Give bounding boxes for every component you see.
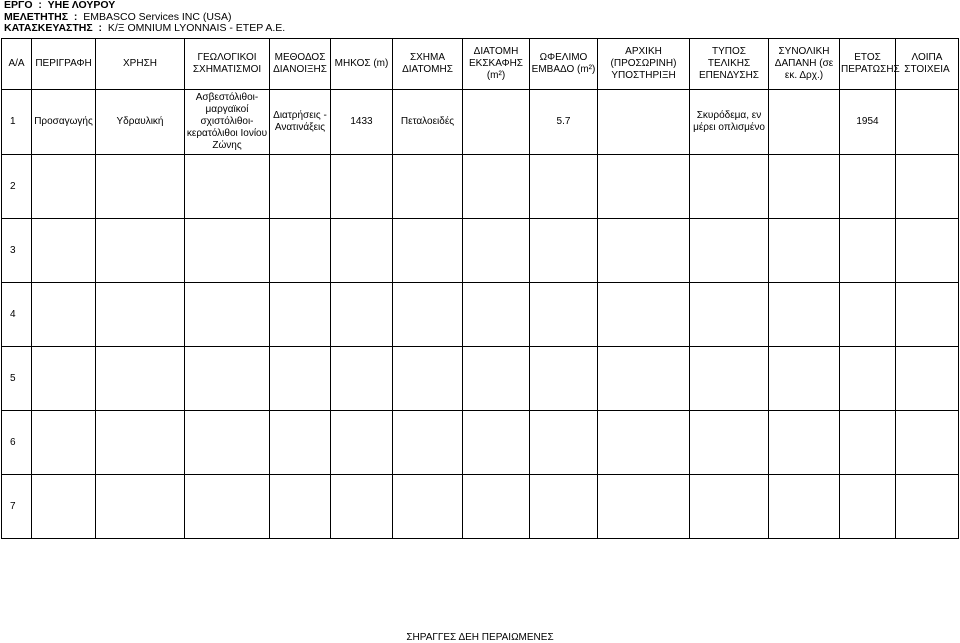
cell-shape: [393, 283, 463, 347]
cell-year: 1954: [840, 90, 896, 155]
cell-aa: 5: [2, 347, 32, 411]
cell-method: [270, 283, 331, 347]
footer-caption: ΣΗΡΑΓΓΕΣ ΔΕΗ ΠΕΡΑΙΩΜΕΝΕΣ: [406, 632, 554, 643]
cell-use: [96, 155, 185, 219]
column-header: ΛΟΙΠΑ ΣΤΟΙΧΕΙΑ: [896, 39, 959, 90]
cell-description: [32, 411, 96, 475]
cell-other: [896, 219, 959, 283]
cell-other: [896, 347, 959, 411]
cell-geology: [185, 475, 270, 539]
cell-excavation: [463, 155, 530, 219]
column-header: ΕΤΟΣ ΠΕΡΑΤΩΣΗΣ: [840, 39, 896, 90]
designer-line: ΜΕΛΕΤΗΤΗΣ : EMBASCO Services INC (USA): [4, 10, 232, 23]
cell-length: 1433: [331, 90, 393, 155]
table-row: [2, 90, 959, 155]
table-body: [2, 90, 959, 539]
builder-line: ΚΑΤΑΣΚΕΥΑΣΤΗΣ : Κ/Ξ OMNIUM LYONNAIS - ΕΤΕΡ Α.Ε.: [4, 22, 286, 34]
cell-shape: Πεταλοειδές: [393, 90, 463, 155]
cell-description: [32, 283, 96, 347]
cell-use: Υδραυλική: [96, 90, 185, 155]
cell-description: [32, 219, 96, 283]
column-header: ΣΥΝΟΛΙΚΗ ΔΑΠΑΝΗ (σε εκ. Δρχ.): [769, 39, 840, 90]
cell-length: [331, 411, 393, 475]
cell-lining: [690, 155, 769, 219]
column-header: ΓΕΩΛΟΓΙΚΟΙ ΣΧΗΜΑΤΙΣΜΟΙ: [185, 39, 270, 90]
table-header-row: [2, 39, 959, 90]
cell-cost: [769, 475, 840, 539]
cell-length: [331, 475, 393, 539]
cell-other: [896, 283, 959, 347]
cell-cost: [769, 219, 840, 283]
cell-method: [270, 155, 331, 219]
tunnels-table: [1, 38, 959, 539]
cell-year: [840, 475, 896, 539]
column-header: ΜΕΘΟΔΟΣ ΔΙΑΝΟΙΞΗΣ: [270, 39, 331, 90]
cell-method: [270, 219, 331, 283]
cell-length: [331, 155, 393, 219]
table-row: [2, 347, 959, 411]
cell-excavation: [463, 219, 530, 283]
cell-geology: [185, 283, 270, 347]
cell-other: [896, 90, 959, 155]
column-header: ΠΕΡΙΓΡΑΦΗ: [32, 39, 96, 90]
column-header: Α/Α: [2, 39, 32, 90]
cell-shape: [393, 219, 463, 283]
cell-excavation: [463, 475, 530, 539]
cell-lining: Σκυρόδεμα, εν μέρει οπλισμένο: [690, 90, 769, 155]
cell-lining: [690, 283, 769, 347]
table-row: [2, 283, 959, 347]
cell-excavation: [463, 411, 530, 475]
cell-initial-support: [598, 283, 690, 347]
cell-lining: [690, 475, 769, 539]
table-row: [2, 155, 959, 219]
cell-year: [840, 219, 896, 283]
column-header: ΜΗΚΟΣ (m): [331, 39, 393, 90]
cell-method: [270, 411, 331, 475]
cell-aa: 3: [2, 219, 32, 283]
cell-aa: 7: [2, 475, 32, 539]
cell-useful-area: [530, 283, 598, 347]
cell-method: [270, 475, 331, 539]
column-header: ΣΧΗΜΑ ΔΙΑΤΟΜΗΣ: [393, 39, 463, 90]
column-header: ΔΙΑΤΟΜΗ ΕΚΣΚΑΦΗΣ (m²): [463, 39, 530, 90]
cell-useful-area: [530, 475, 598, 539]
cell-method: [270, 347, 331, 411]
cell-excavation: [463, 90, 530, 155]
cell-lining: [690, 219, 769, 283]
cell-method: Διατρήσεις - Ανατινάξεις: [270, 90, 331, 155]
cell-use: [96, 347, 185, 411]
cell-lining: [690, 347, 769, 411]
cell-other: [896, 155, 959, 219]
table-row: [2, 411, 959, 475]
cell-useful-area: [530, 155, 598, 219]
cell-shape: [393, 411, 463, 475]
table-row: [2, 219, 959, 283]
cell-year: [840, 411, 896, 475]
cell-geology: [185, 219, 270, 283]
cell-description: [32, 155, 96, 219]
cell-initial-support: [598, 219, 690, 283]
cell-excavation: [463, 283, 530, 347]
cell-shape: [393, 475, 463, 539]
cell-lining: [690, 411, 769, 475]
cell-length: [331, 219, 393, 283]
cell-initial-support: [598, 155, 690, 219]
cell-initial-support: [598, 475, 690, 539]
cell-year: [840, 283, 896, 347]
cell-other: [896, 411, 959, 475]
document-header: [4, 0, 285, 35]
cell-shape: [393, 155, 463, 219]
cell-cost: [769, 90, 840, 155]
cell-shape: [393, 347, 463, 411]
cell-description: [32, 347, 96, 411]
cell-length: [331, 347, 393, 411]
cell-excavation: [463, 347, 530, 411]
cell-useful-area: [530, 347, 598, 411]
cell-cost: [769, 283, 840, 347]
column-header: ΤΥΠΟΣ ΤΕΛΙΚΗΣ ΕΠΕΝΔΥΣΗΣ: [690, 39, 769, 90]
cell-length: [331, 283, 393, 347]
cell-useful-area: [530, 219, 598, 283]
cell-use: [96, 283, 185, 347]
cell-useful-area: 5.7: [530, 90, 598, 155]
cell-aa: 4: [2, 283, 32, 347]
cell-use: [96, 219, 185, 283]
cell-geology: Ασβεστόλιθοι-μαργαϊκοί σχιστόλιθοι-κερατόλιθοι Ιονίου Ζώνης: [185, 90, 270, 155]
cell-geology: [185, 347, 270, 411]
cell-aa: 6: [2, 411, 32, 475]
cell-initial-support: [598, 347, 690, 411]
column-header: ΑΡΧΙΚΗ (ΠΡΟΣΩΡΙΝΗ) ΥΠΟΣΤΗΡΙΞΗ: [598, 39, 690, 90]
cell-geology: [185, 411, 270, 475]
cell-geology: [185, 155, 270, 219]
cell-cost: [769, 347, 840, 411]
table-row: [2, 475, 959, 539]
cell-useful-area: [530, 411, 598, 475]
cell-cost: [769, 411, 840, 475]
cell-year: [840, 155, 896, 219]
cell-description: [32, 475, 96, 539]
cell-use: [96, 475, 185, 539]
column-header: ΧΡΗΣΗ: [96, 39, 185, 90]
cell-year: [840, 347, 896, 411]
cell-use: [96, 411, 185, 475]
cell-other: [896, 475, 959, 539]
column-header: ΩΦΕΛΙΜΟ ΕΜΒΑΔΟ (m²): [530, 39, 598, 90]
cell-initial-support: [598, 90, 690, 155]
project-line: ΕΡΓΟ : ΥΗΕ ΛΟΥΡΟΥ: [4, 0, 116, 11]
cell-aa: 2: [2, 155, 32, 219]
cell-aa: 1: [2, 90, 32, 155]
cell-initial-support: [598, 411, 690, 475]
cell-description: Προσαγωγής: [32, 90, 96, 155]
cell-cost: [769, 155, 840, 219]
